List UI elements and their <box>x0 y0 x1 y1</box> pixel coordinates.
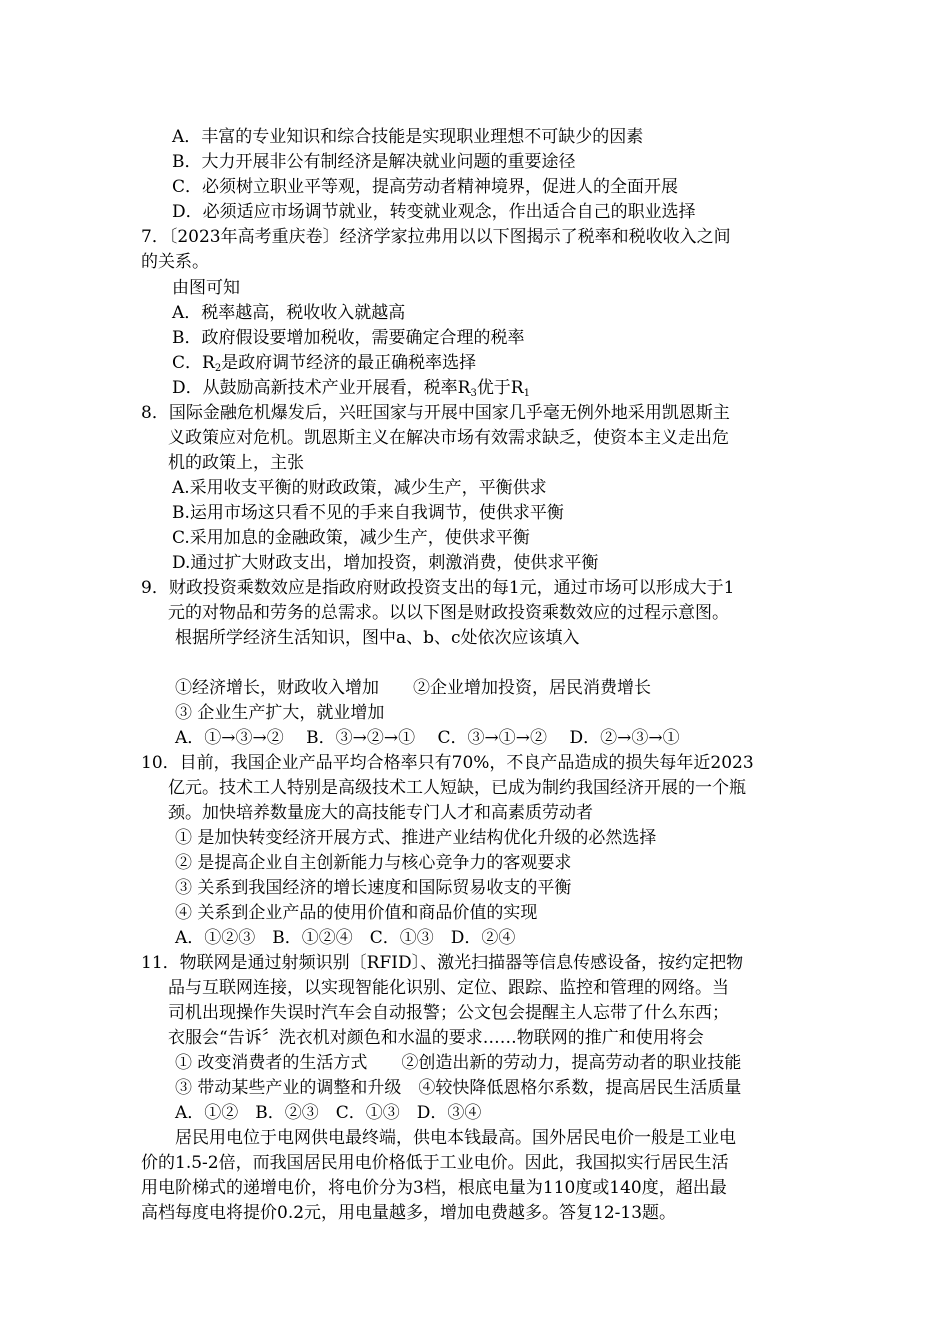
q7-option-b: B．政府假设要增加税收，需要确定合理的税率 <box>172 328 525 348</box>
q8-stem-line2: 义政策应对危机。凯恩斯主义在解决市场有效需求缺乏，使资本主义走出危 <box>168 428 729 448</box>
q10-stem-line3: 颈。加快培养数量庞大的高技能专门人才和高素质劳动者 <box>168 803 593 823</box>
q11-stem-line4: 衣服会“告诉〞洗衣机对颜色和水温的要求……物联网的推广和使用将会 <box>168 1028 704 1048</box>
q9-item-1-2: ①经济增长，财政收入增加 ②企业增加投资，居民消费增长 <box>175 678 651 698</box>
q7-option-d-pre: D．从鼓励高新技术产业开展看，税率R <box>172 378 471 398</box>
q9-stem-line2: 元的对物品和劳务的总需求。以以下图是财政投资乘数效应的过程示意图。 <box>168 603 729 623</box>
q7-stem-line1: 7．〔2023年高考重庆卷〕经济学家拉弗用以以下图揭示了税率和税收收入之间 <box>141 227 731 247</box>
material-line2: 价的1.5-2倍，而我国居民用电价格低于工业电价。因此，我国拟实行居民生活 <box>141 1153 729 1173</box>
q7-option-c-post: 是政府调节经济的最正确税率选择 <box>221 353 477 373</box>
material-line3: 用电阶梯式的递增电价，将电价分为3档，根底电量为110度或140度，超出最 <box>141 1178 727 1198</box>
q7-stem-line2: 的关系。 <box>141 252 209 272</box>
q10-item-4: ④ 关系到企业产品的使用价值和商品价值的实现 <box>175 903 538 923</box>
q7-option-c <box>172 351 476 375</box>
q10-stem-line1: 10．目前，我国企业产品平均合格率只有70%，不良产品造成的损失每年近2023 <box>141 753 754 773</box>
q8-option-b: B.运用市场这只看不见的手来自我调节，使供求平衡 <box>172 503 564 523</box>
q9-item-3: ③ 企业生产扩大，就业增加 <box>175 703 385 723</box>
q10-item-1: ① 是加快转变经济开展方式、推进产业结构优化升级的必然选择 <box>175 828 657 848</box>
q11-stem-line1: 11．物联网是通过射频识别〔RFID〕、激光扫描器等信息传感设备，按约定把物 <box>141 953 744 973</box>
q10-item-2: ② 是提高企业自主创新能力与核心竞争力的客观要求 <box>175 853 572 873</box>
q6-option-c: C．必须树立职业平等观，提高劳动者精神境界，促进人的全面开展 <box>172 177 679 197</box>
q6-option-a: A．丰富的专业知识和综合技能是实现职业理想不可缺少的因素 <box>172 127 644 147</box>
q10-stem-line2: 亿元。技术工人特别是高级技术工人短缺，已成为制约我国经济开展的一个瓶 <box>168 778 746 798</box>
q8-option-a: A.采用收支平衡的财政政策，减少生产，平衡供求 <box>172 478 547 498</box>
q8-option-d: D.通过扩大财政支出，增加投资，刺激消费，使供求平衡 <box>172 553 599 573</box>
q7-lead: 由图可知 <box>172 278 240 298</box>
q7-option-d-mid: 优于R <box>476 378 524 398</box>
q11-stem-line2: 品与互联网连接，以实现智能化识别、定位、跟踪、监控和管理的网络。当 <box>168 978 729 998</box>
q10-item-3: ③ 关系到我国经济的增长速度和国际贸易收支的平衡 <box>175 878 572 898</box>
material-line4: 高档每度电将提价0.2元，用电量越多，增加电费越多。答复12-13题。 <box>141 1203 677 1223</box>
q7-option-c-pre: C．R <box>172 353 215 373</box>
q11-stem-line3: 司机出现操作失误时汽车会自动报警；公文包会提醒主人忘带了什么东西； <box>168 1003 729 1023</box>
q7-option-d-sub1: 3 <box>470 388 477 399</box>
q9-stem-line1: 9．财政投资乘数效应是指政府财政投资支出的每1元，通过市场可以形成大于1 <box>141 578 735 598</box>
q11-choices: A．①② B．②③ C．①③ D．③④ <box>175 1103 482 1123</box>
q11-item-3-4: ③ 带动某些产业的调整和升级 ④较快降低恩格尔系数，提高居民生活质量 <box>175 1078 742 1098</box>
q11-item-1-2: ① 改变消费者的生活方式 ②创造出新的劳动力，提高劳动者的职业技能 <box>175 1053 742 1073</box>
q9-choices: A．①→③→② B．③→②→① C．③→①→② D．②→③→① <box>175 728 680 748</box>
q6-option-b: B．大力开展非公有制经济是解决就业问题的重要途径 <box>172 152 576 172</box>
q10-choices: A．①②③ B．①②④ C．①③ D．②④ <box>175 928 516 948</box>
q8-option-c: C.采用加息的金融政策，减少生产，使供求平衡 <box>172 528 530 548</box>
q8-stem-line1: 8．国际金融危机爆发后，兴旺国家与开展中国家几乎毫无例外地采用凯恩斯主 <box>141 403 730 423</box>
q7-option-c-sub: 2 <box>214 363 222 374</box>
q6-option-d: D．必须适应市场调节就业，转变就业观念，作出适合自己的职业选择 <box>172 202 696 222</box>
q8-stem-line3: 机的政策上，主张 <box>168 453 304 473</box>
q7-option-d-sub2: 1 <box>523 388 530 399</box>
q7-option-a: A．税率越高，税收收入就越高 <box>172 303 406 323</box>
q9-stem-line3: 根据所学经济生活知识，图中a、b、c处依次应该填入 <box>175 628 580 648</box>
material-line1: 居民用电位于电网供电最终端，供电本钱最高。国外居民电价一般是工业电 <box>141 1128 736 1148</box>
q7-option-d <box>172 376 530 400</box>
